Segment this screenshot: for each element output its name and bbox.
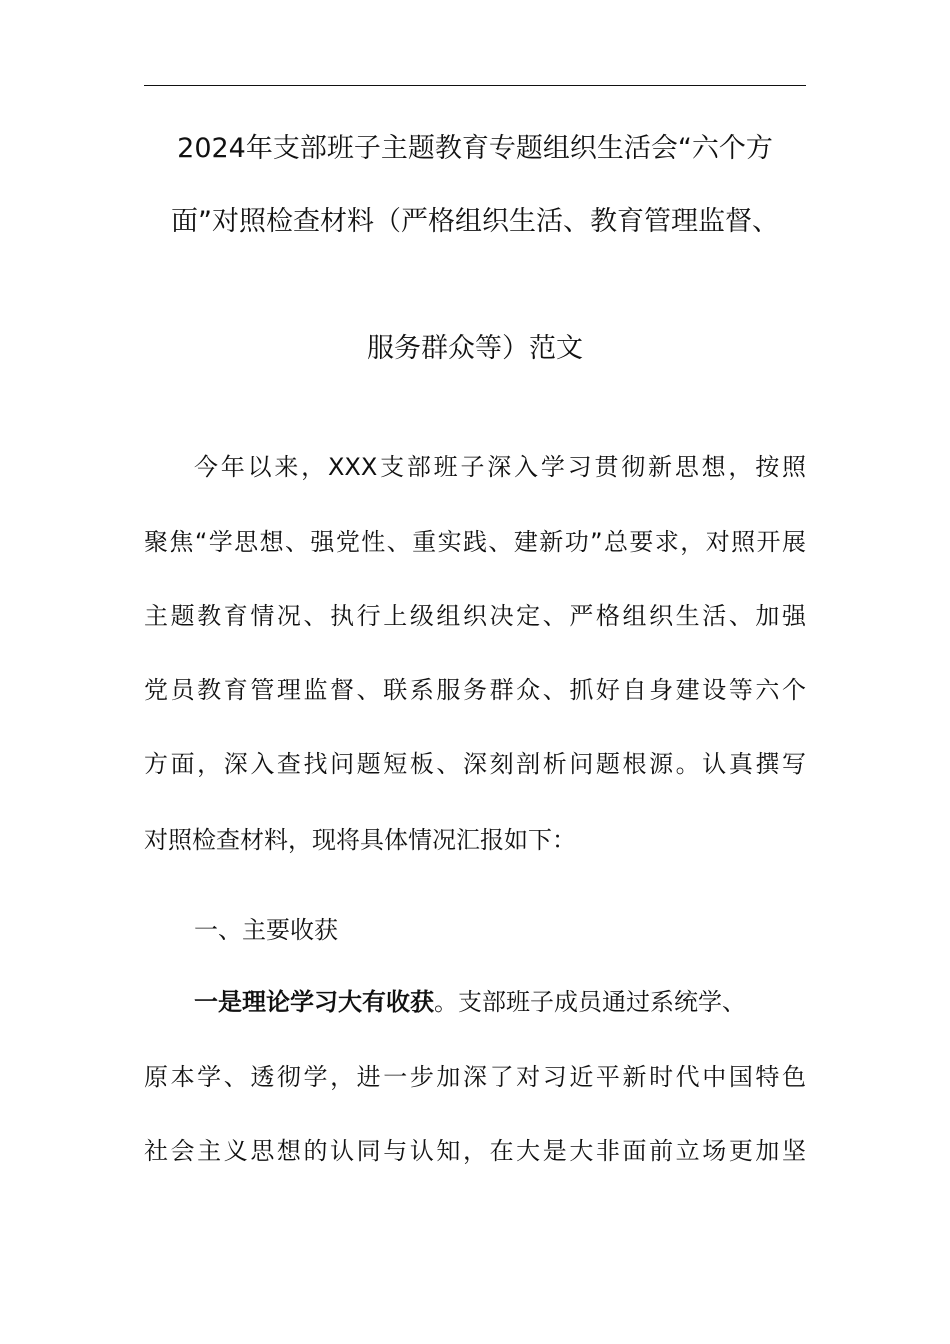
title-line-1: 2024年支部班子主题教育专题组织生活会“六个方 <box>177 133 773 164</box>
intro-line-5: 方面，深入查找问题短板、深刻剖析问题根源。认真撰写 <box>144 750 806 778</box>
point-one-line-2: 原本学、透彻学，进一步加深了对习近平新时代中国特色 <box>144 1063 806 1091</box>
point-one-lead: 一是理论学习大有收获 <box>194 988 434 1016</box>
section-heading: 一、主要收获 <box>194 916 338 944</box>
intro-line-6: 对照检查材料，现将具体情况汇报如下： <box>144 826 576 854</box>
title-line-3: 服务群众等）范文 <box>367 333 583 364</box>
intro-line-1: 今年以来，XXX支部班子深入学习贯彻新思想，按照 <box>194 453 806 481</box>
header-rule <box>144 85 806 86</box>
point-one-line-3: 社会主义思想的认同与认知，在大是大非面前立场更加坚 <box>144 1137 806 1165</box>
intro-line-3: 主题教育情况、执行上级组织决定、严格组织生活、加强 <box>144 602 806 630</box>
title-line-2: 面”对照检查材料（严格组织生活、教育管理监督、 <box>171 206 779 237</box>
point-one-rest: 。支部班子成员通过系统学、 <box>434 988 746 1016</box>
intro-line-4: 党员教育管理监督、联系服务群众、抓好自身建设等六个 <box>144 676 806 704</box>
point-one-line-1 <box>194 990 806 1014</box>
intro-line-2: 聚焦“学思想、强党性、重实践、建新功”总要求，对照开展 <box>144 528 806 556</box>
